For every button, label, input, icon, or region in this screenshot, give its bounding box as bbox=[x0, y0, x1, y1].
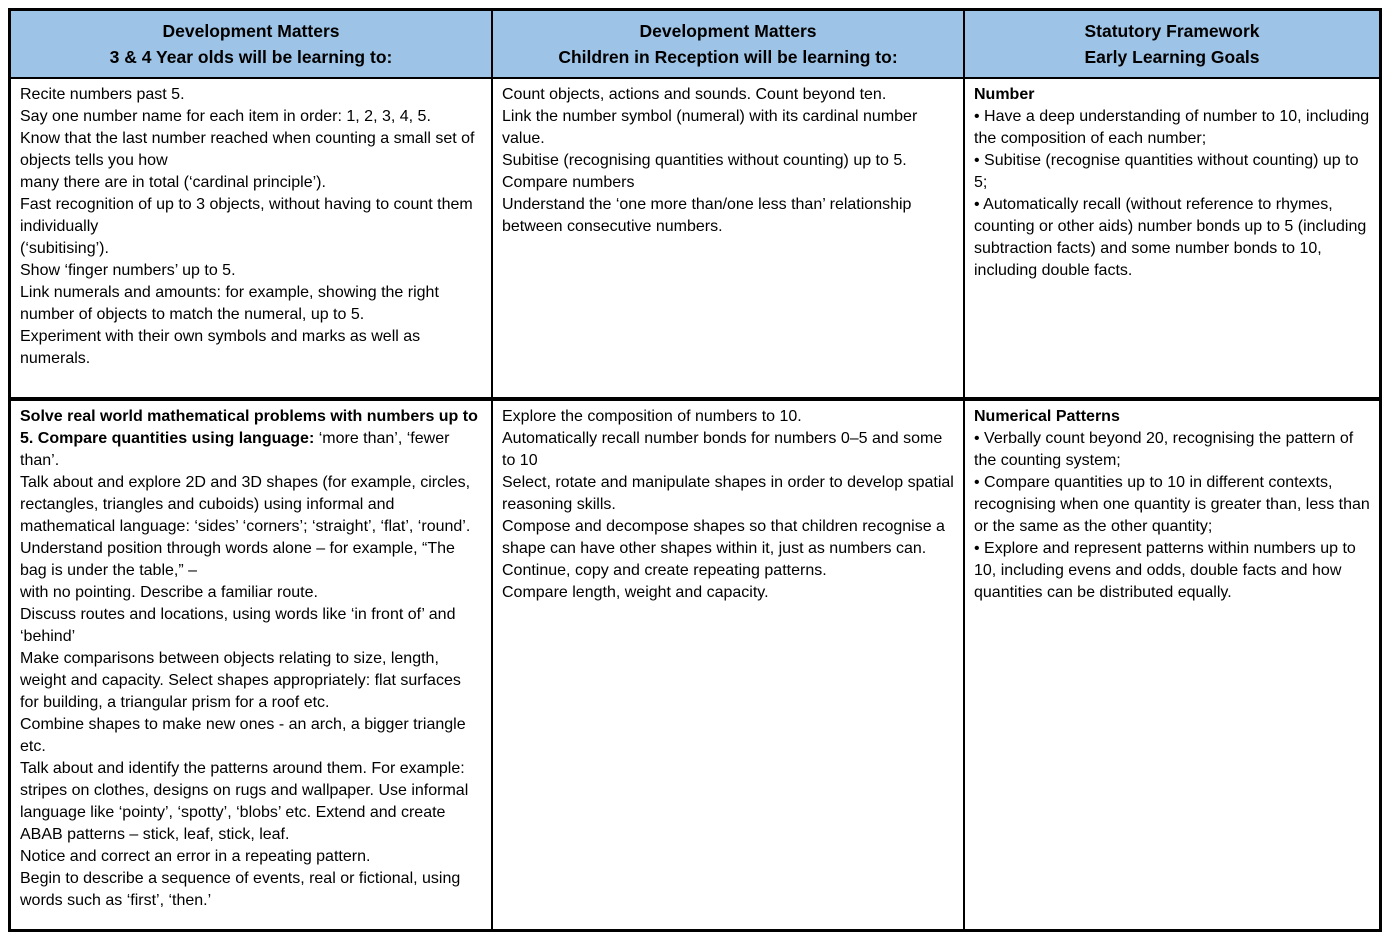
paragraph: Know that the last number reached when counting a small set of objects tells you how bbox=[20, 130, 475, 169]
paragraph-list bbox=[20, 472, 483, 912]
paragraph: Recite numbers past 5. bbox=[20, 86, 185, 103]
bullet-list bbox=[974, 106, 1371, 282]
paragraph: Combine shapes to make new ones - an arch, a bigger triangle etc. bbox=[20, 716, 466, 755]
bullet-item: • Compare quantities up to 10 in different contexts, recognising when one quantity is greater than, less than or the same as the other quantity; bbox=[974, 474, 1370, 535]
paragraph: Compare length, weight and capacity. bbox=[502, 584, 769, 601]
paragraph: Say one number name for each item in order: 1, 2, 3, 4, 5. bbox=[20, 108, 431, 125]
lead-rest-text: ‘more than’, ‘fewer than’. bbox=[20, 430, 450, 469]
paragraph: Talk about and identify the patterns around them. For example: stripes on clothes, designs on rugs and wallpaper. Use informal language like ‘pointy’, ‘spotty’, ‘blobs’ etc. Extend and create ABAB patterns – stick, leaf, stick, leaf. bbox=[20, 760, 469, 843]
lead-bold-text: Solve real world mathematical problems with numbers up to 5. Compare quantities using language: bbox=[20, 408, 478, 447]
paragraph: Begin to describe a sequence of events, real or fictional, using words such as ‘first’, ‘then.’ bbox=[20, 870, 461, 909]
paragraph: Make comparisons between objects relating to size, length, weight and capacity. Select shapes appropriately: flat surfaces for building, a triangular prism for a roof etc. bbox=[20, 650, 461, 711]
paragraph: Select, rotate and manipulate shapes in order to develop spatial reasoning skills. bbox=[502, 474, 954, 513]
header-cell-3-4-year-olds bbox=[11, 11, 493, 77]
table-row-numerical-patterns bbox=[11, 401, 1379, 929]
paragraph: Subitise (recognising quantities without counting) up to 5. bbox=[502, 152, 907, 169]
paragraph: Talk about and explore 2D and 3D shapes (for example, circles, rectangles, triangles and cuboids) using informal and mathematical language: ‘sides’ ‘corners’; ‘straight’, ‘flat’, ‘round’. bbox=[20, 474, 471, 535]
paragraph: Notice and correct an error in a repeating pattern. bbox=[20, 848, 371, 865]
paragraph: Understand the ‘one more than/one less than’ relationship between consecutive numbers. bbox=[502, 196, 912, 235]
paragraph: Explore the composition of numbers to 10. bbox=[502, 408, 802, 425]
header-title: Statutory Framework bbox=[1084, 21, 1260, 41]
paragraph: Fast recognition of up to 3 objects, without having to count them individually bbox=[20, 196, 473, 235]
paragraph: Link numerals and amounts: for example, showing the right number of objects to match the numeral, up to 5. bbox=[20, 284, 439, 323]
cell-reception-shape-patterns bbox=[493, 401, 965, 929]
paragraph: Continue, copy and create repeating patterns. bbox=[502, 562, 827, 579]
bullet-item: • Have a deep understanding of number to 10, including the composition of each number; bbox=[974, 108, 1370, 147]
paragraph: Compose and decompose shapes so that children recognise a shape can have other shapes within it, just as numbers can. bbox=[502, 518, 945, 557]
paragraph: Link the number symbol (numeral) with its cardinal number value. bbox=[502, 108, 918, 147]
paragraph: Show ‘finger numbers’ up to 5. bbox=[20, 262, 236, 279]
cell-heading: Number bbox=[974, 86, 1035, 103]
cell-3-4-number bbox=[11, 79, 493, 397]
paragraph: Experiment with their own symbols and marks as well as numerals. bbox=[20, 328, 421, 367]
table-header-row bbox=[11, 11, 1379, 79]
bullet-list bbox=[974, 428, 1371, 604]
paragraph: Discuss routes and locations, using words like ‘in front of’ and ‘behind’ bbox=[20, 606, 456, 645]
cell-elg-number bbox=[965, 79, 1379, 397]
paragraph: Compare numbers bbox=[502, 174, 635, 191]
bullet-item: • Automatically recall (without reference to rhymes, counting or other aids) number bonds up to 5 (including subtraction facts) and some number bonds to 10, including double facts. bbox=[974, 196, 1367, 279]
header-subtitle: 3 & 4 Year olds will be learning to: bbox=[109, 47, 393, 67]
bullet-item: • Explore and represent patterns within numbers up to 10, including evens and odds, double facts and how quantities can be distributed equally. bbox=[974, 540, 1356, 601]
paragraph: Automatically recall number bonds for numbers 0–5 and some to 10 bbox=[502, 430, 943, 469]
paragraph: with no pointing. Describe a familiar route. bbox=[20, 584, 318, 601]
paragraph: (‘subitising’). bbox=[20, 240, 109, 257]
table-row-number bbox=[11, 79, 1379, 401]
paragraph: Understand position through words alone – for example, “The bag is under the table,” – bbox=[20, 540, 455, 579]
cell-3-4-shape-space-patterns bbox=[11, 401, 493, 929]
header-title: Development Matters bbox=[639, 21, 817, 41]
header-subtitle: Early Learning Goals bbox=[1084, 47, 1260, 67]
header-title: Development Matters bbox=[162, 21, 340, 41]
bullet-item: • Verbally count beyond 20, recognising the pattern of the counting system; bbox=[974, 430, 1354, 469]
header-subtitle: Children in Reception will be learning to: bbox=[558, 47, 898, 67]
lead-paragraph bbox=[20, 406, 483, 472]
paragraph: many there are in total (‘cardinal principle’). bbox=[20, 174, 326, 191]
cell-elg-numerical-patterns bbox=[965, 401, 1379, 929]
header-cell-reception bbox=[493, 11, 965, 77]
bullet-item: • Subitise (recognise quantities without counting) up to 5; bbox=[974, 152, 1359, 191]
header-cell-statutory-framework bbox=[965, 11, 1379, 77]
paragraph: Count objects, actions and sounds. Count beyond ten. bbox=[502, 86, 887, 103]
cell-heading: Numerical Patterns bbox=[974, 408, 1120, 425]
development-matters-maths-table bbox=[8, 8, 1382, 932]
cell-reception-number bbox=[493, 79, 965, 397]
